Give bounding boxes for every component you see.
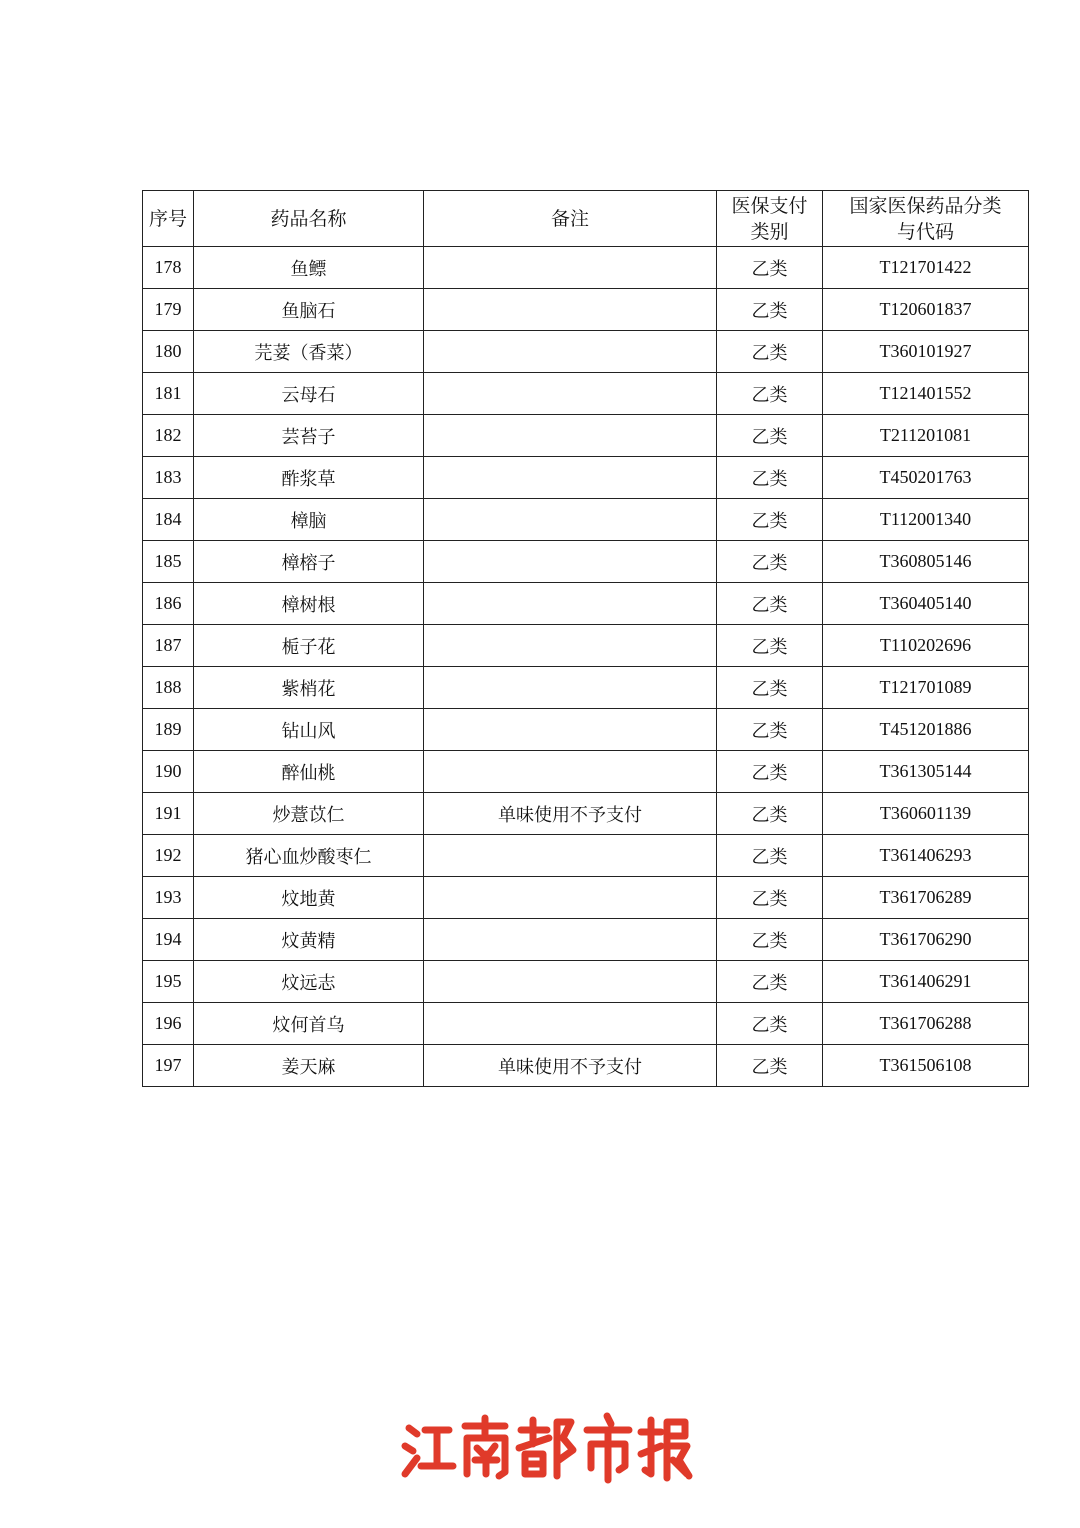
cell-classification-code: T121701089 [823,667,1029,709]
cell-drug-name: 炒薏苡仁 [194,793,424,835]
cell-no: 179 [143,289,194,331]
cell-payment-category: 乙类 [717,961,823,1003]
cell-drug-name: 芫荽（香菜） [194,331,424,373]
cell-classification-code: T211201081 [823,415,1029,457]
cell-no: 193 [143,877,194,919]
header-category [717,191,823,247]
cell-payment-category: 乙类 [717,541,823,583]
cell-remark [424,877,717,919]
cell-drug-name: 钻山风 [194,709,424,751]
cell-payment-category: 乙类 [717,415,823,457]
header-name: 药品名称 [194,191,424,247]
cell-payment-category: 乙类 [717,373,823,415]
cell-drug-name: 鱼脑石 [194,289,424,331]
cell-no: 195 [143,961,194,1003]
cell-classification-code: T361406291 [823,961,1029,1003]
drug-list-table [142,190,1029,1087]
newspaper-logo [395,1408,695,1484]
header-category-line1: 医保支付 [731,194,808,217]
header-remark: 备注 [424,191,717,247]
cell-payment-category: 乙类 [717,877,823,919]
cell-payment-category: 乙类 [717,331,823,373]
cell-drug-name: 樟脑 [194,499,424,541]
table-row [143,541,1029,583]
cell-remark [424,499,717,541]
cell-classification-code: T361706289 [823,877,1029,919]
cell-drug-name: 炆远志 [194,961,424,1003]
cell-drug-name: 醉仙桃 [194,751,424,793]
table-row [143,835,1029,877]
cell-drug-name: 栀子花 [194,625,424,667]
cell-classification-code: T451201886 [823,709,1029,751]
cell-classification-code: T361706288 [823,1003,1029,1045]
cell-drug-name: 芸苔子 [194,415,424,457]
table-body [143,247,1029,1087]
table-row [143,793,1029,835]
cell-classification-code: T360805146 [823,541,1029,583]
table-row [143,625,1029,667]
header-category-line2: 类别 [750,220,789,243]
cell-classification-code: T361305144 [823,751,1029,793]
table-row [143,499,1029,541]
cell-no: 183 [143,457,194,499]
cell-classification-code: T450201763 [823,457,1029,499]
cell-remark [424,247,717,289]
cell-classification-code: T361406293 [823,835,1029,877]
table-row [143,667,1029,709]
cell-payment-category: 乙类 [717,583,823,625]
table-row [143,1003,1029,1045]
cell-classification-code: T360101927 [823,331,1029,373]
cell-no: 186 [143,583,194,625]
cell-no: 182 [143,415,194,457]
table-row [143,415,1029,457]
cell-drug-name: 鱼鳔 [194,247,424,289]
cell-payment-category: 乙类 [717,1045,823,1087]
cell-drug-name: 樟榕子 [194,541,424,583]
cell-no: 196 [143,1003,194,1045]
header-code [823,191,1029,247]
cell-classification-code: T361706290 [823,919,1029,961]
header-no: 序号 [143,191,194,247]
cell-no: 180 [143,331,194,373]
table-header [143,191,1029,247]
header-row [143,191,1029,247]
cell-no: 184 [143,499,194,541]
cell-no: 178 [143,247,194,289]
cell-no: 185 [143,541,194,583]
cell-no: 181 [143,373,194,415]
cell-remark [424,751,717,793]
cell-remark [424,1003,717,1045]
cell-payment-category: 乙类 [717,709,823,751]
cell-remark [424,583,717,625]
cell-drug-name: 姜天麻 [194,1045,424,1087]
cell-drug-name: 炆黄精 [194,919,424,961]
cell-remark [424,289,717,331]
cell-payment-category: 乙类 [717,793,823,835]
cell-no: 197 [143,1045,194,1087]
table-row [143,751,1029,793]
cell-no: 189 [143,709,194,751]
header-code-line1: 国家医保药品分类 [849,194,1002,217]
cell-drug-name: 樟树根 [194,583,424,625]
cell-classification-code: T121401552 [823,373,1029,415]
table-row [143,919,1029,961]
table-row [143,583,1029,625]
cell-classification-code: T360405140 [823,583,1029,625]
cell-classification-code: T120601837 [823,289,1029,331]
cell-no: 190 [143,751,194,793]
cell-payment-category: 乙类 [717,667,823,709]
cell-payment-category: 乙类 [717,919,823,961]
cell-remark [424,667,717,709]
cell-drug-name: 炆地黄 [194,877,424,919]
cell-remark [424,625,717,667]
cell-payment-category: 乙类 [717,289,823,331]
cell-payment-category: 乙类 [717,499,823,541]
cell-drug-name: 紫梢花 [194,667,424,709]
cell-classification-code: T360601139 [823,793,1029,835]
table-row [143,1045,1029,1087]
table-row [143,373,1029,415]
cell-remark [424,709,717,751]
table-row [143,247,1029,289]
cell-remark [424,331,717,373]
cell-remark: 单味使用不予支付 [424,793,717,835]
cell-payment-category: 乙类 [717,247,823,289]
table-row [143,961,1029,1003]
table-row [143,331,1029,373]
cell-payment-category: 乙类 [717,625,823,667]
cell-classification-code: T121701422 [823,247,1029,289]
cell-remark [424,961,717,1003]
table-row [143,457,1029,499]
cell-drug-name: 猪心血炒酸枣仁 [194,835,424,877]
table-row [143,709,1029,751]
cell-no: 192 [143,835,194,877]
cell-no: 188 [143,667,194,709]
newspaper-logo-wordmark [395,1408,695,1484]
cell-payment-category: 乙类 [717,457,823,499]
cell-remark [424,541,717,583]
cell-no: 191 [143,793,194,835]
cell-no: 194 [143,919,194,961]
cell-remark [424,457,717,499]
table-row [143,289,1029,331]
cell-classification-code: T361506108 [823,1045,1029,1087]
cell-payment-category: 乙类 [717,835,823,877]
cell-payment-category: 乙类 [717,751,823,793]
cell-classification-code: T110202696 [823,625,1029,667]
cell-classification-code: T112001340 [823,499,1029,541]
cell-remark [424,415,717,457]
cell-remark: 单味使用不予支付 [424,1045,717,1087]
header-code-line2: 与代码 [896,220,954,243]
table-row [143,877,1029,919]
cell-remark [424,919,717,961]
cell-drug-name: 炆何首乌 [194,1003,424,1045]
cell-remark [424,835,717,877]
cell-payment-category: 乙类 [717,1003,823,1045]
cell-remark [424,373,717,415]
cell-drug-name: 酢浆草 [194,457,424,499]
cell-no: 187 [143,625,194,667]
cell-drug-name: 云母石 [194,373,424,415]
